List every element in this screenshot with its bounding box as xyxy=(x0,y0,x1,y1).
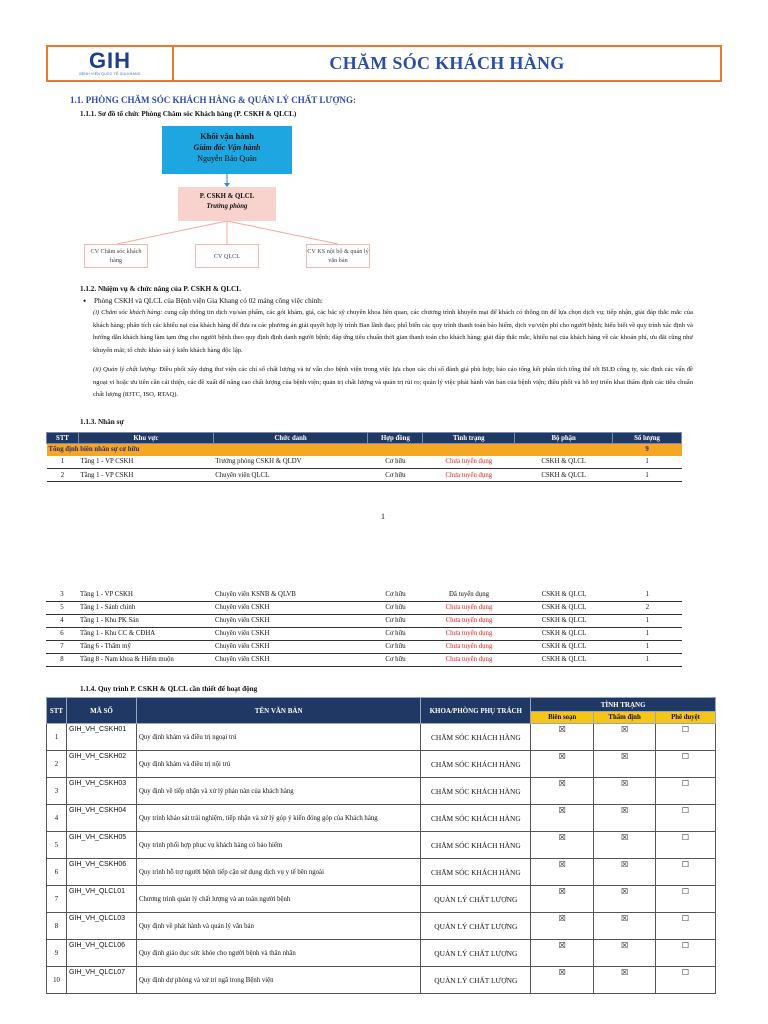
org-node-title: P. CSKH & QLCL xyxy=(199,193,255,200)
cell-stt: 3 xyxy=(46,588,78,601)
cell-contract: Cơ hữu xyxy=(368,588,423,601)
cell-department: QUẢN LÝ CHẤT LƯỢNG xyxy=(421,913,531,940)
cell-contract: Cơ hữu xyxy=(368,601,423,614)
cell-area: Tầng 1 - Khu CC & CĐHA xyxy=(78,627,213,640)
total-label: Tổng định biên nhân sự cơ hữu xyxy=(47,444,613,456)
col-header: Hợp đồng xyxy=(368,433,423,444)
table-header-row xyxy=(47,433,682,444)
checkbox-drafted[interactable]: ☒ xyxy=(531,859,594,886)
cell-code: GIH_VH_CSKH06 xyxy=(66,859,136,886)
cell-stt: 8 xyxy=(47,913,67,940)
checkbox-approved[interactable]: ☐ xyxy=(656,778,716,805)
cell-area: Tầng 1 - VP CSKH xyxy=(78,588,213,601)
col-header: Khu vực xyxy=(78,433,213,444)
col-header: Số lượng xyxy=(613,433,682,444)
cell-name: Quy định khám và điều trị nội trú xyxy=(136,751,420,778)
cell-stt: 6 xyxy=(46,627,78,640)
cell-code: GIH_VH_CSKH01 xyxy=(66,724,136,751)
checkbox-reviewed[interactable]: ☒ xyxy=(594,778,656,805)
cell-quantity: 1 xyxy=(613,469,682,482)
table-row xyxy=(47,886,716,913)
cell-code: GIH_VH_CSKH02 xyxy=(66,751,136,778)
table-row xyxy=(47,724,716,751)
cell-quantity: 1 xyxy=(613,640,682,653)
staff-heading: 1.1.3. Nhân sự xyxy=(80,418,124,426)
org-leaf-qlcl: CV QLCL xyxy=(195,244,259,268)
staff-table xyxy=(46,432,682,482)
table-row xyxy=(47,778,716,805)
cell-stt: 3 xyxy=(47,778,67,805)
cell-department: CHĂM SÓC KHÁCH HÀNG xyxy=(421,832,531,859)
cell-code: GIH_VH_QLCL07 xyxy=(66,967,136,994)
col-header-stt: STT xyxy=(47,698,67,724)
cell-department: CHĂM SÓC KHÁCH HÀNG xyxy=(421,805,531,832)
table-row xyxy=(47,913,716,940)
cell-department: CSKH & QLCL xyxy=(515,640,613,653)
checkbox-approved[interactable]: ☐ xyxy=(656,886,716,913)
document-header xyxy=(46,45,722,82)
total-row xyxy=(47,444,682,456)
cell-area: Tầng 1 - VP CSKH xyxy=(78,456,213,469)
col-header: STT xyxy=(47,433,79,444)
cell-stt: 9 xyxy=(47,940,67,967)
table-row xyxy=(47,859,716,886)
checkbox-approved[interactable]: ☐ xyxy=(656,967,716,994)
cell-code: GIH_VH_CSKH04 xyxy=(66,805,136,832)
table-row xyxy=(47,469,682,482)
cell-department: CHĂM SÓC KHÁCH HÀNG xyxy=(421,778,531,805)
cell-area: Tầng 1 - Sảnh chính xyxy=(78,601,213,614)
table-header-row xyxy=(47,698,716,712)
checkbox-drafted[interactable]: ☒ xyxy=(531,805,594,832)
duty-paragraph-cskh xyxy=(93,307,693,357)
duty-paragraph-qlcl xyxy=(93,364,693,402)
cell-contract: Cơ hữu xyxy=(368,653,423,666)
cell-department: CSKH & QLCL xyxy=(515,653,613,666)
cell-name: Quy định khám và điều trị ngoại trú xyxy=(136,724,420,751)
cell-department: CHĂM SÓC KHÁCH HÀNG xyxy=(421,859,531,886)
checkbox-approved[interactable]: ☐ xyxy=(656,724,716,751)
cell-status: Chưa tuyển dụng xyxy=(423,627,515,640)
checkbox-approved[interactable]: ☐ xyxy=(656,751,716,778)
table-row xyxy=(46,627,682,640)
col-header-code: MÃ SỐ xyxy=(66,698,136,724)
page-title: CHĂM SÓC KHÁCH HÀNG xyxy=(329,53,565,73)
table-row xyxy=(47,751,716,778)
checkbox-reviewed[interactable]: ☒ xyxy=(594,724,656,751)
checkbox-drafted[interactable]: ☒ xyxy=(531,832,594,859)
checkbox-reviewed[interactable]: ☒ xyxy=(594,913,656,940)
table-row xyxy=(46,653,682,666)
cell-title: Chuyên viên CSKH xyxy=(213,627,368,640)
cell-department: CSKH & QLCL xyxy=(515,614,613,627)
col-header-department: KHOA/PHÒNG PHỤ TRÁCH xyxy=(421,698,531,724)
col-header-approved: Phê duyệt xyxy=(656,712,716,724)
col-header-drafted: Biên soạn xyxy=(531,712,594,724)
cell-department: CHĂM SÓC KHÁCH HÀNG xyxy=(421,724,531,751)
duty-lead: (ii) Quản lý chất lượng: xyxy=(93,366,158,373)
cell-code: GIH_VH_QLCL01 xyxy=(66,886,136,913)
cell-title: Chuyên viên CSKH xyxy=(213,614,368,627)
cell-status: Chưa tuyển dụng xyxy=(423,456,515,469)
cell-stt: 1 xyxy=(47,724,67,751)
duty-heading: 1.1.2. Nhiệm vụ & chức năng của P. CSKH & QLCL xyxy=(80,285,241,293)
checkbox-reviewed[interactable]: ☒ xyxy=(594,886,656,913)
org-node-title: Khối vận hành xyxy=(200,131,254,141)
cell-area: Tầng 1 - Khu PK Sản xyxy=(78,614,213,627)
cell-stt: 10 xyxy=(47,967,67,994)
org-node-role: Giám đốc Vận hành xyxy=(193,143,261,152)
checkbox-approved[interactable]: ☐ xyxy=(656,832,716,859)
cell-name: Quy trình hỗ trợ người bệnh tiếp cận sử dụng dịch vụ y tế bên ngoài xyxy=(136,859,420,886)
checkbox-reviewed[interactable]: ☒ xyxy=(594,940,656,967)
cell-quantity: 1 xyxy=(613,627,682,640)
col-header-reviewed: Thẩm định xyxy=(594,712,656,724)
total-value: 9 xyxy=(613,444,682,456)
cell-name: Quy định dự phòng và xử trí ngã trong Bệnh viện xyxy=(136,967,420,994)
table-row xyxy=(47,805,716,832)
checkbox-reviewed[interactable]: ☒ xyxy=(594,751,656,778)
cell-title: Chuyên viên CSKH xyxy=(213,601,368,614)
checkbox-approved[interactable]: ☐ xyxy=(656,859,716,886)
cell-stt: 4 xyxy=(47,805,67,832)
cell-department: CHĂM SÓC KHÁCH HÀNG xyxy=(421,751,531,778)
checkbox-drafted[interactable]: ☒ xyxy=(531,967,594,994)
cell-department: CSKH & QLCL xyxy=(515,456,613,469)
process-table xyxy=(46,697,716,994)
cell-quantity: 1 xyxy=(613,456,682,469)
checkbox-reviewed[interactable]: ☒ xyxy=(594,832,656,859)
checkbox-approved[interactable]: ☐ xyxy=(656,940,716,967)
cell-quantity: 1 xyxy=(613,653,682,666)
cell-contract: Cơ hữu xyxy=(368,456,423,469)
table-row xyxy=(46,614,682,627)
cell-code: GIH_VH_QLCL06 xyxy=(66,940,136,967)
cell-name: Quy trình khảo sát trải nghiệm, tiếp nhận và xử lý góp ý kiến đóng góp của Khách hàng xyxy=(136,805,420,832)
process-heading: 1.1.4. Quy trình P. CSKH & QLCL cần thiết để hoạt động xyxy=(80,685,258,693)
duty-text: Điều phối xây dựng thư viện các chỉ số chất lượng và tư vấn cho bệnh viện trong việc lựa chọn các chỉ số đánh giá phù hợp; báo cáo tổng kết phân tích tổng thể tới BLĐ công ty, xác định các vấn đề ngoại vi hoặc ưu tiên cần cải thiện, các đề xuất để nâng cao chất lượng của bệnh viện; quản trị chất lượng và quản trị rủi ro; quản lý việc phát hành văn bản của bệnh viện; điều phối và hỗ trợ triển khai thẩm định các tiêu chuẩn chất lượng (83TC, ISO, RTAQ). xyxy=(93,366,693,399)
cell-quantity: 1 xyxy=(613,588,682,601)
cell-title: Chuyên viên KSNB & QLVB xyxy=(213,588,368,601)
table-row xyxy=(46,640,682,653)
checkbox-drafted[interactable]: ☒ xyxy=(531,940,594,967)
org-node-operations xyxy=(162,126,292,174)
cell-stt: 5 xyxy=(46,601,78,614)
checkbox-approved[interactable]: ☐ xyxy=(656,913,716,940)
cell-area: Tầng 8 - Nam khoa & Hiếm muộn xyxy=(78,653,213,666)
checkbox-drafted[interactable]: ☒ xyxy=(531,724,594,751)
table-row xyxy=(47,456,682,469)
cell-code: GIH_VH_CSKH03 xyxy=(66,778,136,805)
table-row xyxy=(47,940,716,967)
cell-stt: 7 xyxy=(46,640,78,653)
checkbox-drafted[interactable]: ☒ xyxy=(531,751,594,778)
cell-title: Trưởng phòng CSKH & QLDV xyxy=(213,456,368,469)
cell-contract: Cơ hữu xyxy=(368,469,423,482)
cell-title: Chuyên viên CSKH xyxy=(213,640,368,653)
cell-title: Chuyên viên CSKH xyxy=(213,653,368,666)
duty-text: cung cấp thông tin dịch vụ/sản phẩm, các gói khám, giá, các bác sỹ chuyên khoa liên quan, các chương trình khuyến mại để khách có thông tin để lựa chọn dịch vụ; tiếp nhận, giải đáp thắc mắc của khách hàng; phân tích các khiếu nại của khách hàng để đưa ra các phương án giải quyết hợp lý trình Ban lãnh đạo; phổ biến các quy trình thanh toán bảo hiểm, dịch vụ/viện phí cho người bệnh; hiểu biết về quy trình xác định và hướng dẫn khách hàng làm tạm ứng cho người bệnh theo quy định định danh người bệnh; đáp ứng tiêu chuẩn thời gian thanh toán cho khách hàng; giải đáp thắc mắc, khiếu nại của khách hàng về các khoản phí, ưu đãi cũng như khuyến mãi; tổ chức khảo sát ý kiến khách hàng độc lập. xyxy=(93,309,693,354)
cell-stt: 8 xyxy=(46,653,78,666)
org-node-role: Trưởng phòng xyxy=(206,203,248,210)
org-node-department xyxy=(178,187,276,221)
table-row xyxy=(47,832,716,859)
cell-name: Quy định về tiếp nhận và xử lý phản nàn của khách hàng xyxy=(136,778,420,805)
cell-department: CSKH & QLCL xyxy=(515,627,613,640)
duty-lead: (i) Chăm sóc khách hàng: xyxy=(93,309,163,316)
cell-code: GIH_VH_QLCL03 xyxy=(66,913,136,940)
cell-stt: 4 xyxy=(46,614,78,627)
duty-intro: • Phòng CSKH và QLCL của Bệnh viện Gia Khang có 02 mảng công việc chính: xyxy=(94,297,323,305)
cell-stt: 2 xyxy=(47,751,67,778)
checkbox-drafted[interactable]: ☒ xyxy=(531,913,594,940)
cell-department: CSKH & QLCL xyxy=(515,588,613,601)
cell-status: Đã tuyển dụng xyxy=(423,588,515,601)
checkbox-reviewed[interactable]: ☒ xyxy=(594,859,656,886)
cell-department: CSKH & QLCL xyxy=(515,601,613,614)
col-header: Chức danh xyxy=(213,433,368,444)
cell-status: Chưa tuyển dụng xyxy=(423,640,515,653)
checkbox-approved[interactable]: ☐ xyxy=(656,805,716,832)
checkbox-reviewed[interactable]: ☒ xyxy=(594,805,656,832)
checkbox-drafted[interactable]: ☒ xyxy=(531,778,594,805)
table-row xyxy=(46,588,682,601)
cell-area: Tầng 6 - Thẩm mỹ xyxy=(78,640,213,653)
page-number: 1 xyxy=(381,512,385,521)
org-leaf-ksnb: CV KS nội bộ & quản lý văn bản xyxy=(306,244,370,268)
cell-stt: 6 xyxy=(47,859,67,886)
section-heading: 1.1. PHÒNG CHĂM SÓC KHÁCH HÀNG & QUẢN LÝ CHẤT LƯỢNG: xyxy=(70,95,357,105)
cell-department: QUẢN LÝ CHẤT LƯỢNG xyxy=(421,967,531,994)
cell-status: Chưa tuyển dụng xyxy=(423,469,515,482)
cell-stt: 7 xyxy=(47,886,67,913)
col-header: Bộ phận xyxy=(515,433,613,444)
cell-department: QUẢN LÝ CHẤT LƯỢNG xyxy=(421,940,531,967)
checkbox-reviewed[interactable]: ☒ xyxy=(594,967,656,994)
cell-contract: Cơ hữu xyxy=(368,614,423,627)
org-leaf-cskh: CV Chăm sóc khách hàng xyxy=(84,244,148,268)
checkbox-drafted[interactable]: ☒ xyxy=(531,886,594,913)
table-row xyxy=(46,601,682,614)
table-row xyxy=(47,967,716,994)
org-chart-heading: 1.1.1. Sơ đồ tổ chức Phòng Chăm sóc Khách hàng (P. CSKH & QLCL) xyxy=(80,110,297,118)
cell-contract: Cơ hữu xyxy=(368,640,423,653)
cell-status: Chưa tuyển dụng xyxy=(423,653,515,666)
logo-mark: GIH xyxy=(88,48,132,73)
cell-department: QUẢN LÝ CHẤT LƯỢNG xyxy=(421,886,531,913)
company-logo xyxy=(48,47,174,80)
cell-department: CSKH & QLCL xyxy=(515,469,613,482)
cell-area: Tầng 1 - VP CSKH xyxy=(78,469,213,482)
col-header: Tình trạng xyxy=(423,433,515,444)
cell-contract: Cơ hữu xyxy=(368,627,423,640)
cell-code: GIH_VH_CSKH05 xyxy=(66,832,136,859)
staff-table-continued xyxy=(46,588,682,667)
cell-title: Chuyên viên QLCL xyxy=(213,469,368,482)
cell-stt: 1 xyxy=(47,456,79,469)
col-header-status: TÌNH TRẠNG xyxy=(531,698,716,712)
cell-name: Quy định giáo dục sức khỏe cho người bệnh và thân nhân xyxy=(136,940,420,967)
org-chart xyxy=(80,120,380,270)
cell-name: Quy định về phát hành và quản lý văn bản xyxy=(136,913,420,940)
cell-quantity: 1 xyxy=(613,614,682,627)
cell-name: Quy trình phối hợp phục vụ khách hàng có bảo hiểm xyxy=(136,832,420,859)
cell-status: Chưa tuyển dụng xyxy=(423,601,515,614)
org-node-person: Nguyễn Bảo Quân xyxy=(197,154,257,163)
cell-status: Chưa tuyển dụng xyxy=(423,614,515,627)
cell-name: Chương trình quản lý chất lượng và an toàn người bệnh xyxy=(136,886,420,913)
col-header-name: TÊN VĂN BẢN xyxy=(136,698,420,724)
cell-stt: 2 xyxy=(47,469,79,482)
cell-quantity: 2 xyxy=(613,601,682,614)
logo-subtitle: BỆNH VIỆN QUỐC TẾ GIA KHANG xyxy=(79,72,141,76)
cell-stt: 5 xyxy=(47,832,67,859)
